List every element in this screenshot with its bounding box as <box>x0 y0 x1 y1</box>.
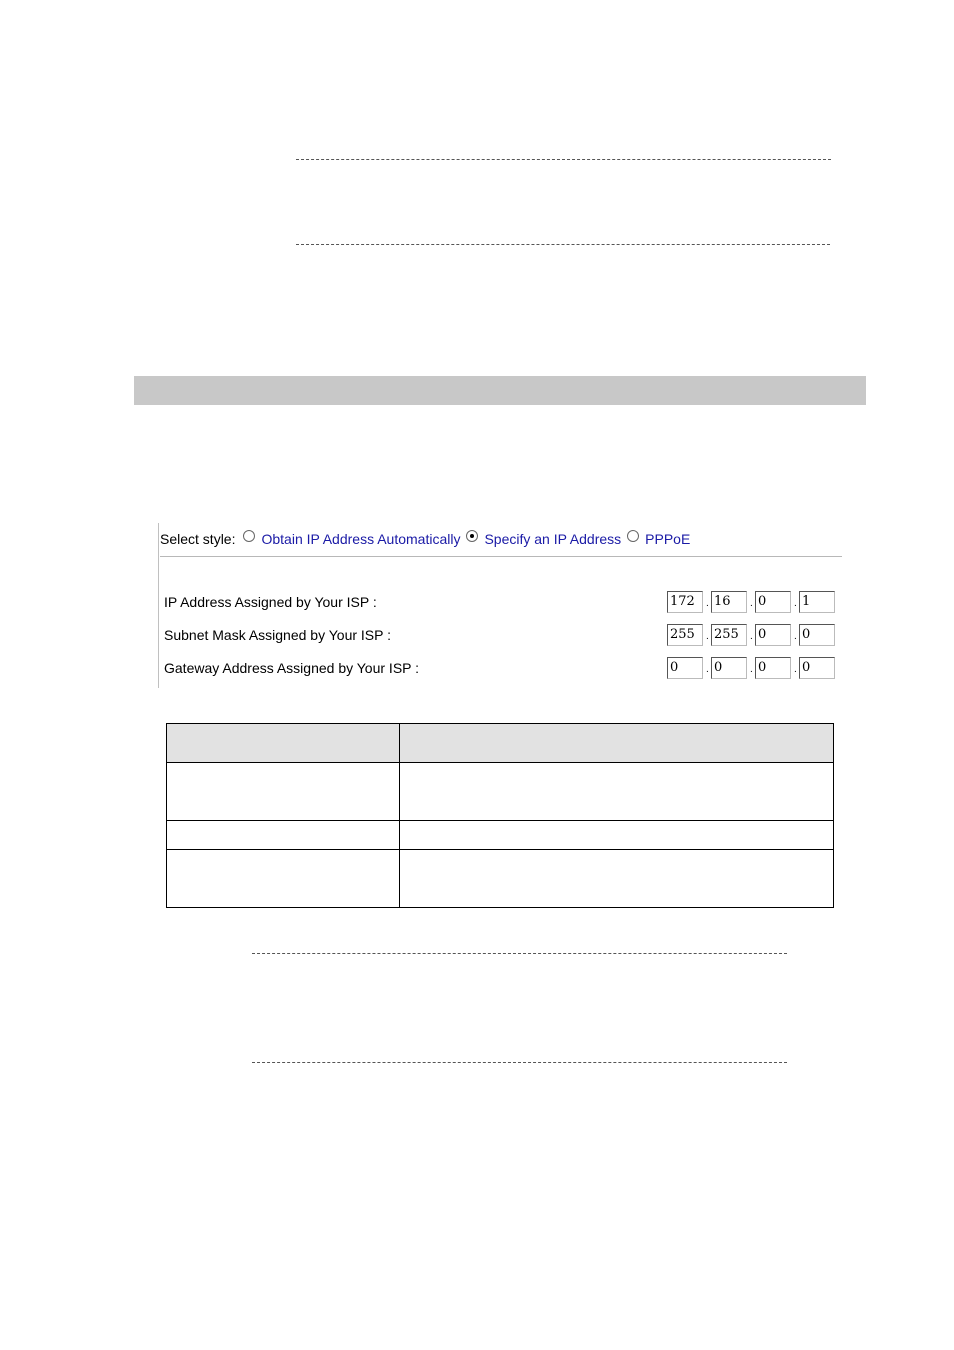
table-cell <box>400 763 834 821</box>
subnet-mask-label: Subnet Mask Assigned by Your ISP : <box>164 627 392 643</box>
octet-separator: . <box>706 598 709 609</box>
gateway-address-label: Gateway Address Assigned by Your ISP : <box>164 660 420 676</box>
subnet-mask-input-group <box>667 624 842 648</box>
radio-pppoe[interactable] <box>627 531 690 547</box>
radio-label-pppoe[interactable]: PPPoE <box>645 531 691 547</box>
table-cell <box>167 821 400 850</box>
octet-separator: . <box>750 664 753 675</box>
octet-separator: . <box>750 631 753 642</box>
subnet-mask-octet-2[interactable]: 255 <box>711 624 747 646</box>
gateway-octet-2[interactable]: 0 <box>711 657 747 679</box>
octet-separator: . <box>794 664 797 675</box>
note-rule-top <box>252 953 787 954</box>
table-cell <box>167 850 400 908</box>
radio-obtain-ip-automatically[interactable] <box>243 531 460 547</box>
radio-label-specify-ip[interactable]: Specify an IP Address <box>484 531 622 547</box>
radio-circle-icon[interactable] <box>627 530 639 542</box>
select-style-label: Select style: <box>160 531 236 547</box>
octet-separator: . <box>750 598 753 609</box>
style-separator <box>160 556 842 557</box>
gateway-octet-4[interactable]: 0 <box>799 657 835 679</box>
table-header-cell <box>167 724 400 763</box>
octet-separator: . <box>706 664 709 675</box>
table-header-row <box>167 724 834 763</box>
octet-separator: . <box>794 598 797 609</box>
table-cell <box>400 821 834 850</box>
table-row <box>167 821 834 850</box>
ip-address-octet-4[interactable]: 1 <box>799 591 835 613</box>
table-header-cell <box>400 724 834 763</box>
description-table <box>166 723 834 908</box>
radio-circle-icon[interactable] <box>243 530 255 542</box>
gateway-octet-1[interactable]: 0 <box>667 657 703 679</box>
gateway-address-row <box>164 657 842 681</box>
ip-address-octet-1[interactable]: 172 <box>667 591 703 613</box>
ip-address-input-group <box>667 591 842 615</box>
note-rule-bottom <box>252 1062 787 1063</box>
ip-address-label: IP Address Assigned by Your ISP : <box>164 594 377 610</box>
note-rule-top <box>296 159 831 160</box>
radio-specify-ip-address[interactable] <box>466 531 621 547</box>
gateway-octet-3[interactable]: 0 <box>755 657 791 679</box>
gateway-address-input-group <box>667 657 842 681</box>
subnet-mask-row <box>164 624 842 648</box>
table-cell <box>167 763 400 821</box>
table-row <box>167 850 834 908</box>
subnet-mask-octet-3[interactable]: 0 <box>755 624 791 646</box>
table-cell <box>400 850 834 908</box>
ip-address-row <box>164 591 842 615</box>
ip-address-octet-2[interactable]: 16 <box>711 591 747 613</box>
section-header-band <box>134 376 866 405</box>
subnet-mask-octet-4[interactable]: 0 <box>799 624 835 646</box>
subnet-mask-octet-1[interactable]: 255 <box>667 624 703 646</box>
panel-left-border <box>158 523 159 688</box>
note-rule-bottom <box>296 244 830 245</box>
radio-label-obtain-ip[interactable]: Obtain IP Address Automatically <box>261 531 461 547</box>
select-style-row <box>160 529 696 549</box>
ip-address-octet-3[interactable]: 0 <box>755 591 791 613</box>
table-row <box>167 763 834 821</box>
octet-separator: . <box>706 631 709 642</box>
wan-config-panel <box>158 523 842 688</box>
octet-separator: . <box>794 631 797 642</box>
radio-selected-icon[interactable] <box>466 530 478 542</box>
